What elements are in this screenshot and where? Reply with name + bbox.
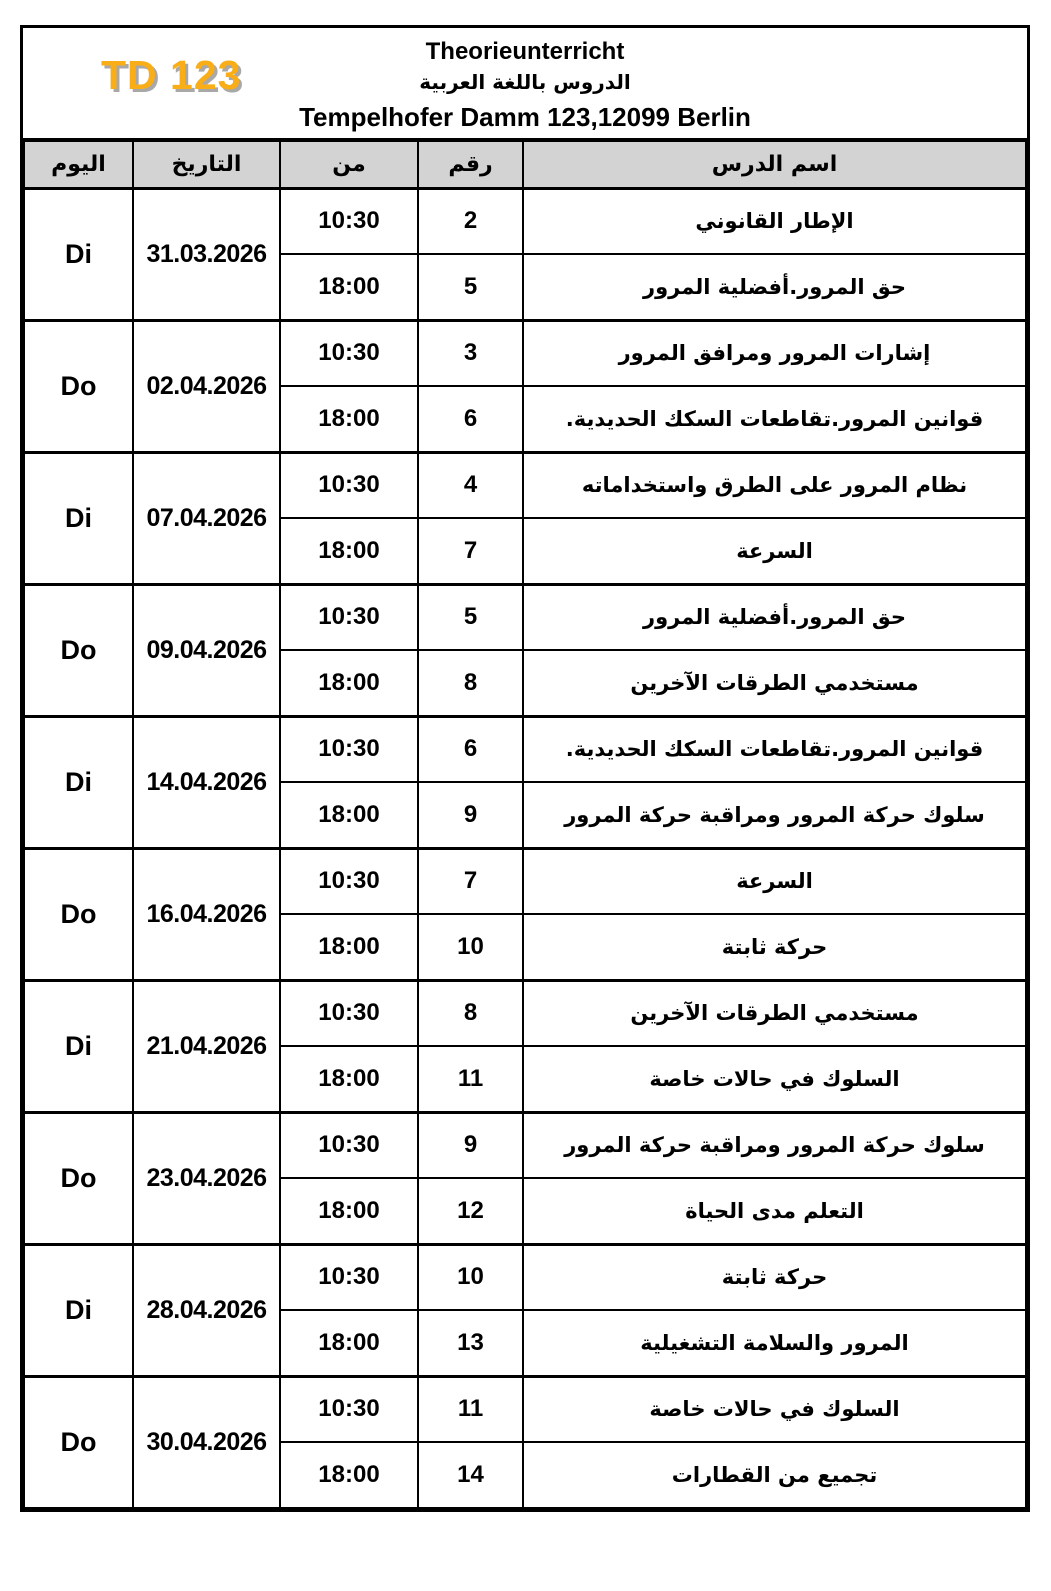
lesson-number-cell: 11: [418, 1046, 523, 1112]
lesson-name-cell: نظام المرور على الطرق واستخداماته: [523, 452, 1026, 518]
time-cell: 18:00: [280, 518, 418, 584]
lesson-number-cell: 9: [418, 782, 523, 848]
day-cell: Di: [24, 452, 133, 584]
date-cell: 23.04.2026: [133, 1112, 280, 1244]
time-cell: 18:00: [280, 782, 418, 848]
lesson-number-cell: 14: [418, 1442, 523, 1508]
lesson-number-cell: 7: [418, 848, 523, 914]
table-row: [24, 584, 1026, 650]
lesson-name-cell: المرور والسلامة التشغيلية: [523, 1310, 1026, 1376]
column-header-day: اليوم: [24, 141, 133, 188]
schedule-table: [23, 140, 1027, 1509]
lesson-number-cell: 3: [418, 320, 523, 386]
day-cell: Do: [24, 584, 133, 716]
page-title: Theorieunterricht: [425, 38, 625, 65]
column-header-from: من: [280, 141, 418, 188]
lesson-name-cell: حق المرور.أفضلية المرور: [523, 254, 1026, 320]
table-row: [24, 848, 1026, 914]
time-cell: 10:30: [280, 320, 418, 386]
time-cell: 18:00: [280, 254, 418, 320]
lesson-number-cell: 8: [418, 980, 523, 1046]
time-cell: 10:30: [280, 1376, 418, 1442]
lesson-name-cell: السرعة: [523, 848, 1026, 914]
table-row: [24, 188, 1026, 254]
day-cell: Di: [24, 1244, 133, 1376]
lesson-number-cell: 12: [418, 1178, 523, 1244]
lesson-number-cell: 8: [418, 650, 523, 716]
column-header-row: [24, 141, 1026, 188]
time-cell: 10:30: [280, 584, 418, 650]
column-header-number: رقم: [418, 141, 523, 188]
table-row: [24, 1376, 1026, 1442]
address-line: Tempelhofer Damm 123,12099 Berlin: [299, 102, 751, 132]
lesson-number-cell: 13: [418, 1310, 523, 1376]
time-cell: 18:00: [280, 650, 418, 716]
time-cell: 10:30: [280, 848, 418, 914]
lesson-number-cell: 9: [418, 1112, 523, 1178]
lesson-name-cell: تجميع من القطارات: [523, 1442, 1026, 1508]
time-cell: 18:00: [280, 1178, 418, 1244]
lesson-number-cell: 11: [418, 1376, 523, 1442]
table-row: [24, 320, 1026, 386]
lesson-name-cell: حق المرور.أفضلية المرور: [523, 584, 1026, 650]
lesson-name-cell: سلوك حركة المرور ومراقبة حركة المرور: [523, 1112, 1026, 1178]
day-cell: Di: [24, 188, 133, 320]
lesson-number-cell: 5: [418, 584, 523, 650]
date-cell: 21.04.2026: [133, 980, 280, 1112]
table-row: [24, 452, 1026, 518]
table-row: [24, 1112, 1026, 1178]
day-cell: Do: [24, 1376, 133, 1508]
day-cell: Do: [24, 1112, 133, 1244]
lesson-name-cell: قوانين المرور.تقاطعات السكك الحديدية.: [523, 386, 1026, 452]
lesson-name-cell: الإطار القانوني: [523, 188, 1026, 254]
column-header-lesson: اسم الدرس: [523, 141, 1026, 188]
time-cell: 10:30: [280, 1244, 418, 1310]
lesson-number-cell: 6: [418, 716, 523, 782]
time-cell: 10:30: [280, 716, 418, 782]
date-cell: 09.04.2026: [133, 584, 280, 716]
table-row: [24, 980, 1026, 1046]
lesson-number-cell: 6: [418, 386, 523, 452]
lesson-name-cell: قوانين المرور.تقاطعات السكك الحديدية.: [523, 716, 1026, 782]
date-cell: 31.03.2026: [133, 188, 280, 320]
day-cell: Di: [24, 716, 133, 848]
date-cell: 14.04.2026: [133, 716, 280, 848]
lesson-name-cell: مستخدمي الطرقات الآخرين: [523, 650, 1026, 716]
lesson-name-cell: إشارات المرور ومرافق المرور: [523, 320, 1026, 386]
time-cell: 10:30: [280, 980, 418, 1046]
lesson-number-cell: 10: [418, 1244, 523, 1310]
date-cell: 28.04.2026: [133, 1244, 280, 1376]
time-cell: 18:00: [280, 1442, 418, 1508]
lesson-name-cell: السرعة: [523, 518, 1026, 584]
lesson-name-cell: السلوك في حالات خاصة: [523, 1046, 1026, 1112]
time-cell: 10:30: [280, 452, 418, 518]
day-cell: Do: [24, 848, 133, 980]
lesson-name-cell: سلوك حركة المرور ومراقبة حركة المرور: [523, 782, 1026, 848]
lesson-number-cell: 2: [418, 188, 523, 254]
lesson-name-cell: التعلم مدى الحياة: [523, 1178, 1026, 1244]
table-row: [24, 1244, 1026, 1310]
time-cell: 10:30: [280, 1112, 418, 1178]
time-cell: 18:00: [280, 1046, 418, 1112]
page-subtitle-arabic: الدروس باللغة العربية: [419, 70, 631, 94]
title-block: [23, 28, 1027, 140]
lesson-name-cell: السلوك في حالات خاصة: [523, 1376, 1026, 1442]
time-cell: 18:00: [280, 386, 418, 452]
time-cell: 18:00: [280, 914, 418, 980]
column-header-date: التاريخ: [133, 141, 280, 188]
date-cell: 02.04.2026: [133, 320, 280, 452]
date-cell: 07.04.2026: [133, 452, 280, 584]
day-cell: Do: [24, 320, 133, 452]
date-cell: 30.04.2026: [133, 1376, 280, 1508]
school-logo: TD 123: [101, 52, 242, 98]
lesson-name-cell: مستخدمي الطرقات الآخرين: [523, 980, 1026, 1046]
date-cell: 16.04.2026: [133, 848, 280, 980]
time-cell: 10:30: [280, 188, 418, 254]
lesson-number-cell: 5: [418, 254, 523, 320]
lesson-name-cell: حركة ثابتة: [523, 1244, 1026, 1310]
lesson-number-cell: 7: [418, 518, 523, 584]
lesson-number-cell: 10: [418, 914, 523, 980]
time-cell: 18:00: [280, 1310, 418, 1376]
lesson-number-cell: 4: [418, 452, 523, 518]
day-cell: Di: [24, 980, 133, 1112]
lesson-name-cell: حركة ثابتة: [523, 914, 1026, 980]
table-row: [24, 716, 1026, 782]
schedule-sheet: [20, 25, 1030, 1512]
